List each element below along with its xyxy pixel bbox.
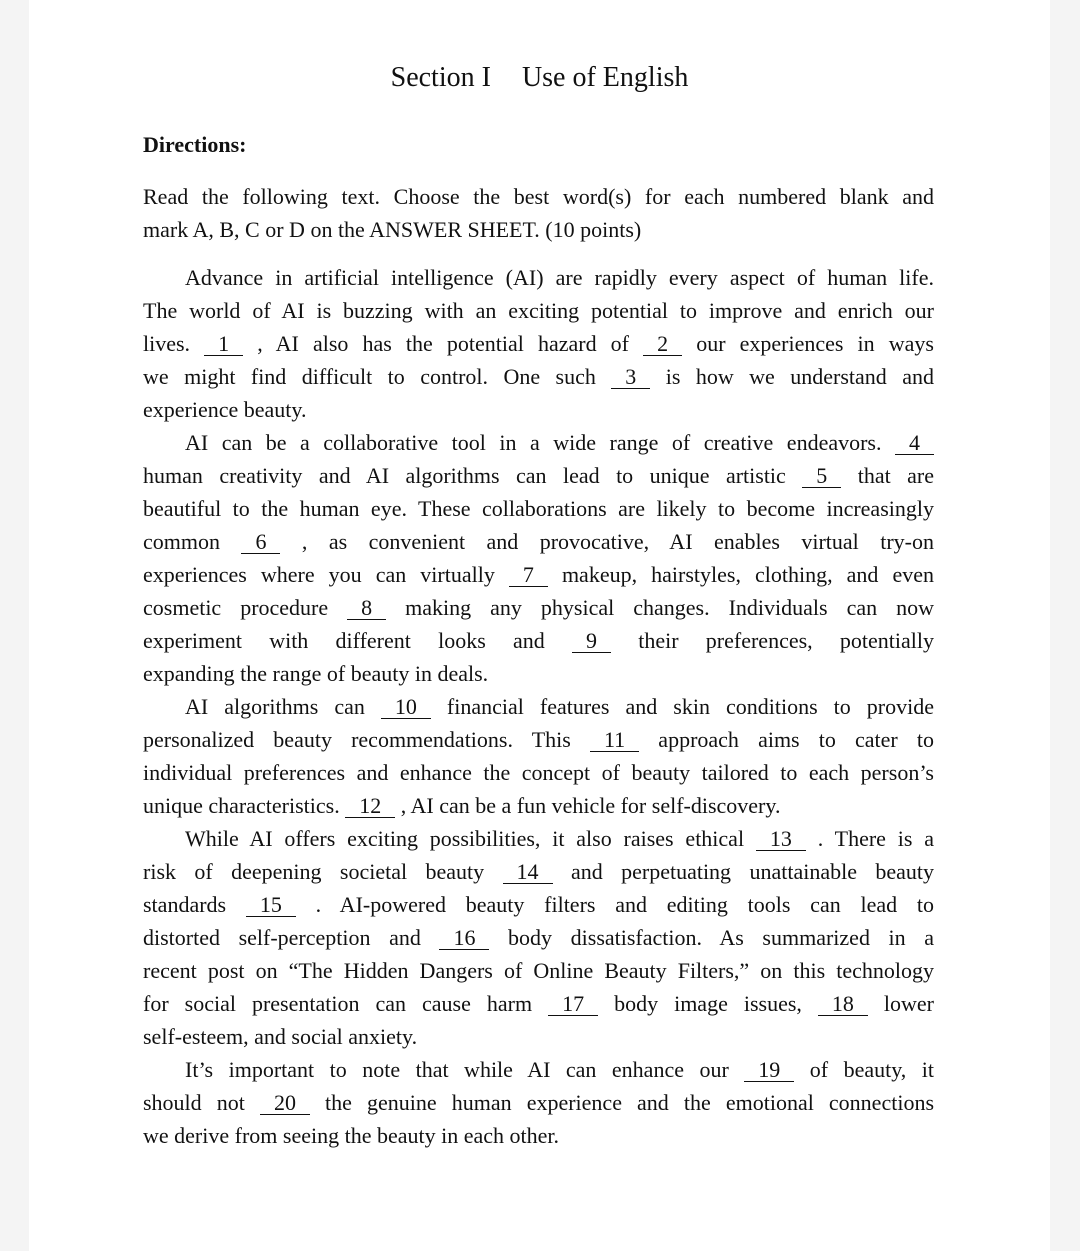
- text-line: It’s important to note that while AI can enhance our 19 of beauty, it: [185, 1057, 935, 1082]
- blank-19: 19: [744, 1059, 794, 1082]
- blank-20: 20: [260, 1092, 310, 1115]
- section-number: Section I: [390, 62, 491, 93]
- text-line: While AI offers exciting possibilities, it also raises ethical 13 . There is a: [185, 826, 934, 851]
- text-line: individual preferences and enhance the concept of beauty tailored to each person’s: [143, 760, 934, 785]
- text-line: Advance in artificial intelligence (AI) are rapidly every aspect of human life.: [185, 265, 934, 290]
- text-line: lives. 1 , AI also has the potential hazard of 2 our experiences in ways: [143, 331, 934, 356]
- text-line: experience beauty.: [143, 397, 307, 422]
- blank-13: 13: [756, 828, 806, 851]
- blank-5: 5: [802, 465, 841, 488]
- text-line: risk of deepening societal beauty 14 and perpetuating unattainable beauty: [143, 859, 934, 884]
- blank-7: 7: [509, 564, 548, 587]
- text-line: should not 20 the genuine human experience and the emotional connections: [143, 1090, 935, 1115]
- text-line: AI algorithms can 10 financial features and skin conditions to provide: [185, 694, 934, 719]
- directions-text: [143, 180, 934, 246]
- text-line: cosmetic procedure 8 making any physical changes. Individuals can now: [143, 595, 934, 620]
- text-line: for social presentation can cause harm 17 body image issues, 18 lower: [143, 991, 934, 1016]
- blank-14: 14: [503, 861, 553, 884]
- text-line: expanding the range of beauty in deals.: [143, 661, 489, 686]
- text-line: we derive from seeing the beauty in each other.: [143, 1123, 560, 1148]
- text-line: unique characteristics. 12 , AI can be a fun vehicle for self-discovery.: [143, 793, 781, 818]
- section-name: Use of English: [521, 62, 689, 93]
- text-line: common 6 , as convenient and provocative, AI enables virtual try-on: [143, 529, 934, 554]
- blank-17: 17: [548, 993, 598, 1016]
- directions-heading: Directions:: [143, 132, 247, 157]
- paragraph: [143, 690, 934, 822]
- blank-4: 4: [895, 432, 934, 455]
- blank-8: 8: [347, 597, 386, 620]
- blank-11: 11: [590, 729, 639, 752]
- document-page: [29, 0, 1050, 1251]
- text-line: human creativity and AI algorithms can lead to unique artistic 5 that are: [143, 463, 934, 488]
- text-line: AI can be a collaborative tool in a wide range of creative endeavors. 4: [143, 426, 934, 459]
- blank-6: 6: [241, 531, 280, 554]
- text-line: personalized beauty recommendations. This 11 approach aims to cater to: [143, 727, 934, 752]
- blank-16: 16: [439, 927, 489, 950]
- blank-1: 1: [204, 333, 243, 356]
- text-line: beautiful to the human eye. These collaborations are likely to become increasingly: [143, 496, 934, 521]
- text-line: recent post on “The Hidden Dangers of Online Beauty Filters,” on this technology: [143, 958, 934, 983]
- paragraph: [143, 822, 934, 1053]
- paragraph: [143, 261, 934, 426]
- blank-18: 18: [818, 993, 868, 1016]
- blank-12: 12: [345, 795, 395, 818]
- text-line: we might find difficult to control. One such 3 is how we understand and: [143, 364, 934, 389]
- text-line: The world of AI is buzzing with an exciting potential to improve and enrich our: [143, 298, 934, 323]
- directions-line: Read the following text. Choose the best word(s) for each numbered blank and: [143, 184, 934, 209]
- text-line: self-esteem, and social anxiety.: [143, 1024, 418, 1049]
- blank-10: 10: [381, 696, 431, 719]
- blank-3: 3: [611, 366, 650, 389]
- blank-9: 9: [572, 630, 611, 653]
- text-line: standards 15 . AI-powered beauty filters and editing tools can lead to: [143, 892, 934, 917]
- text-line: distorted self-perception and 16 body dissatisfaction. As summarized in a: [143, 925, 934, 950]
- blank-15: 15: [246, 894, 296, 917]
- text-line: experiment with different looks and 9 their preferences, potentially: [143, 628, 934, 653]
- paragraph: [143, 1053, 934, 1152]
- directions-line: mark A, B, C or D on the ANSWER SHEET. (10 points): [143, 217, 642, 242]
- blank-2: 2: [643, 333, 682, 356]
- passage: [143, 261, 934, 1152]
- section-title: [29, 62, 1050, 94]
- paragraph: [143, 426, 934, 690]
- text-line: experiences where you can virtually 7 makeup, hairstyles, clothing, and even: [143, 562, 934, 587]
